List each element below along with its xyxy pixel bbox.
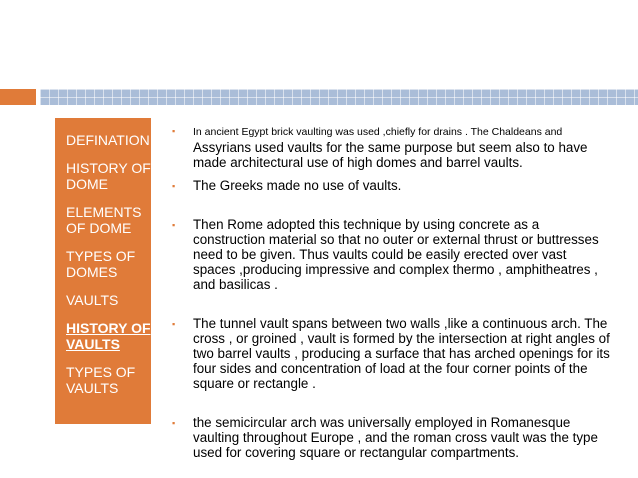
bullet-text: Then Rome adopted this technique by using concrete as a construction material so that no outer or external thrust or buttresses need to be given. Thus vaults could be easily erected over vast spaces ,producing impressive and complex thermo , amphitheatres , and basilicas . — [193, 217, 599, 292]
header-bar-accent — [0, 89, 36, 105]
bullet-square-icon: ▪ — [172, 319, 176, 329]
sidebar-item-types-of-vaults[interactable]: TYPES OF VAULTS — [66, 364, 136, 396]
sidebar-item-defination[interactable]: DEFINATION — [66, 132, 150, 148]
list-item — [170, 415, 610, 460]
bullet-text: Assyrians used vaults for the same purpose but seem also to have made architectural use of high domes and barrel vaults. — [193, 140, 588, 170]
sidebar-item-vaults[interactable]: VAULTS — [66, 292, 119, 308]
list-item — [170, 217, 610, 292]
bullet-square-icon: ▪ — [172, 181, 176, 191]
header-decoration-bar — [0, 89, 638, 105]
bullet-square-icon: ▪ — [172, 418, 176, 428]
sidebar-item-history-of-dome[interactable]: HISTORY OF DOME — [66, 160, 151, 192]
sidebar-nav — [55, 118, 151, 424]
header-bar-grid — [40, 89, 638, 105]
list-item — [170, 178, 610, 193]
bullet-square-icon: ▪ — [172, 126, 176, 136]
bullet-text: The Greeks made no use of vaults. — [193, 178, 402, 193]
slide-content — [170, 123, 610, 460]
bullet-square-icon: ▪ — [172, 220, 176, 230]
bullet-text-small: In ancient Egypt brick vaulting was used ,chiefly for drains . The Chaldeans and — [193, 126, 563, 138]
list-item — [170, 123, 610, 170]
sidebar-item-elements-of-dome[interactable]: ELEMENTS OF DOME — [66, 204, 142, 236]
sidebar-item-history-of-vaults[interactable]: HISTORY OF VAULTS — [66, 320, 151, 352]
sidebar-item-types-of-domes[interactable]: TYPES OF DOMES — [66, 248, 136, 280]
bullet-text: The tunnel vault spans between two walls ,like a continuous arch. The cross , or groined , vault is formed by the intersection at right angles of two barrel vaults , producing a surface that has arched openings for its four sides and concentration of load at the four corner points of the square or rectangle . — [193, 316, 610, 391]
list-item — [170, 316, 610, 391]
bullet-text: the semicircular arch was universally employed in Romanesque vaulting throughout Europe , and the roman cross vault was the type used for covering square or rectangular compartments. — [193, 415, 598, 460]
